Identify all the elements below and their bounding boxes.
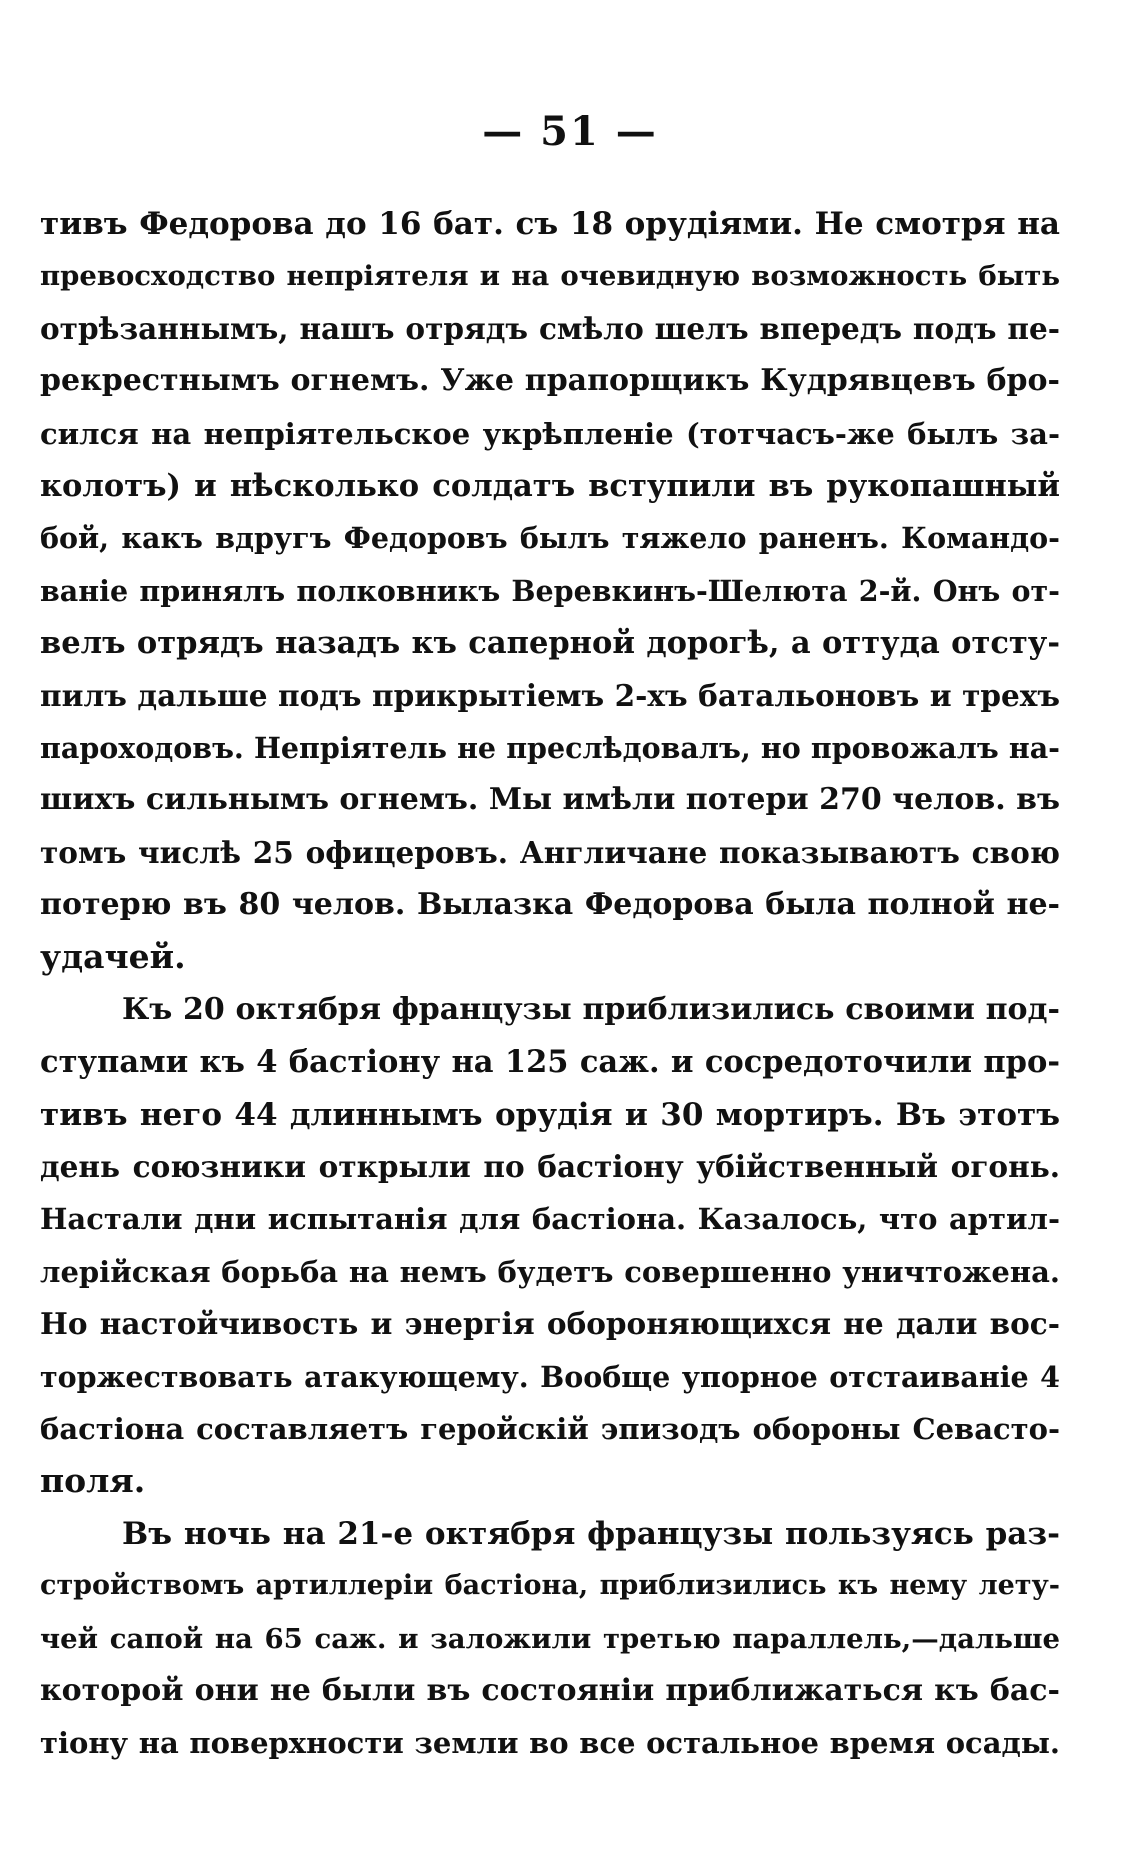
text-line: стройствомъ артиллеріи бастіона, приблизились къ нему лету- — [40, 1570, 1060, 1602]
text-line: чей сапой на 65 саж. и заложили третью параллель,—дальше — [40, 1622, 1060, 1655]
text-line: томъ числѣ 25 офицеровъ. Англичане показываютъ свою — [40, 834, 1060, 870]
text-line: отрѣзаннымъ, нашъ отрядъ смѣло шелъ впередъ подъ пе- — [40, 310, 1060, 346]
text-line: которой они не были въ состояніи приближаться къ бас- — [40, 1672, 1060, 1708]
page-number: — 51 — — [482, 108, 658, 155]
text-line: тіону на поверхности земли во все остальное время осады. — [40, 1726, 1060, 1761]
text-line: рекрестнымъ огнемъ. Уже прапорщикъ Кудрявцевъ бро- — [40, 363, 1060, 399]
text-line: шихъ сильнымъ огнемъ. Мы имѣли потери 270 челов. въ — [40, 782, 1060, 818]
text-line: превосходство непріятеля и на очевидную возможность быть — [40, 260, 1060, 293]
body-text — [40, 198, 1060, 1770]
text-line: бастіона составляетъ геройскій эпизодъ обороны Севасто- — [40, 1411, 1060, 1446]
text-line: Къ 20 октября французы приблизились своими под- — [122, 991, 1060, 1027]
text-line: день союзники открыли по бастіону убійственный огонь. — [40, 1149, 1060, 1185]
text-line: пароходовъ. Непріятель не преслѣдовалъ, но провожалъ на- — [40, 730, 1060, 765]
text-line: бой, какъ вдругъ Федоровъ былъ тяжело раненъ. Командо- — [40, 521, 1060, 556]
text-line: тивъ Федорова до 16 бат. съ 18 орудіями. Не смотря на — [40, 206, 1060, 242]
text-line: торжествовать атакующему. Вообще упорное отстаиваніе 4 — [40, 1359, 1060, 1394]
text-line: пилъ дальше подъ прикрытіемъ 2-хъ батальоновъ и трехъ — [40, 677, 1060, 713]
text-line: поля. — [40, 1461, 146, 1501]
text-line: лерійская борьба на немъ будетъ совершенно уничтожена. — [40, 1254, 1060, 1289]
text-line: Въ ночь на 21-е октября французы пользуясь раз- — [122, 1515, 1060, 1552]
text-line: ступами къ 4 бастіону на 125 саж. и сосредоточили про- — [40, 1044, 1060, 1081]
text-line: колотъ) и нѣсколько солдатъ вступили въ рукопашный — [40, 467, 1060, 504]
paragraph-3 — [40, 1508, 1060, 1770]
paragraph-2 — [40, 984, 1060, 1508]
text-line: тивъ него 44 длиннымъ орудія и 30 мортиръ. Въ этотъ — [40, 1096, 1060, 1133]
paragraph-1 — [40, 198, 1060, 984]
text-line: сился на непріятельское укрѣпленіе (тотчасъ-же былъ за- — [40, 416, 1060, 451]
text-line: удачей. — [40, 937, 186, 977]
text-line: велъ отрядъ назадъ къ саперной дорогѣ, а оттуда отсту- — [40, 625, 1060, 662]
text-line: Но настойчивость и энергія обороняющихся не дали вос- — [40, 1306, 1060, 1342]
text-line: потерю въ 80 челов. Вылазка Федорова была полной не- — [40, 887, 1060, 923]
text-line: Настали дни испытанія для бастіона. Казалось, что артил- — [40, 1202, 1060, 1237]
text-line: ваніе принялъ полковникъ Веревкинъ-Шелюта 2-й. Онъ от- — [40, 573, 1060, 608]
